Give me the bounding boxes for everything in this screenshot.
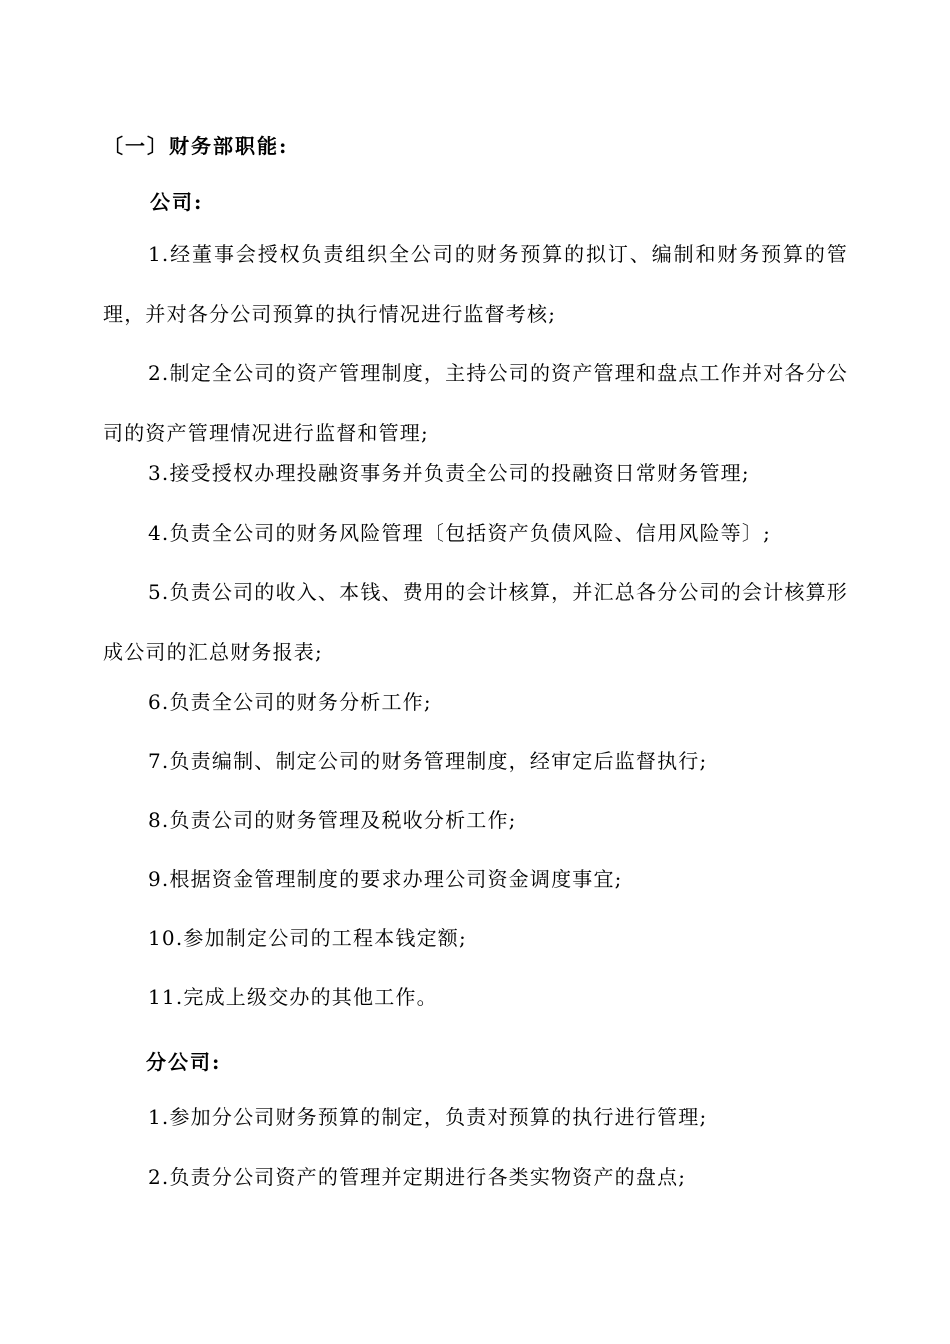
hq-item-10: 10.参加制定公司的工程本钱定额; [148, 926, 467, 950]
headquarters-label: 公司: [150, 190, 204, 214]
branch-item-1: 1.参加分公司财务预算的制定，负责对预算的执行进行管理; [148, 1105, 708, 1129]
hq-item-8: 8.负责公司的财务管理及税收分析工作; [148, 808, 517, 832]
hq-item-2: 2.制定全公司的资产管理制度，主持公司的资产管理和盘点工作并对各分公司的资产管理情况进行监督和管理; [103, 361, 848, 445]
hq-item-3: 3.接受授权办理投融资事务并负责全公司的投融资日常财务管理; [148, 461, 750, 485]
branch-item-2: 2.负责分公司资产的管理并定期进行各类实物资产的盘点; [148, 1165, 687, 1189]
section-title: 〔一〕财务部职能: [103, 134, 289, 158]
hq-item-4: 4.负责全公司的财务风险管理〔包括资产负债风险、信用风险等〕; [148, 521, 772, 545]
hq-item-6: 6.负责全公司的财务分析工作; [148, 690, 432, 714]
hq-item-7: 7.负责编制、制定公司的财务管理制度，经审定后监督执行; [148, 749, 708, 773]
branch-label: 分公司: [146, 1050, 222, 1074]
hq-item-9: 9.根据资金管理制度的要求办理公司资金调度事宜; [148, 867, 623, 891]
hq-item-11: 11.完成上级交办的其他工作。 [148, 985, 438, 1009]
hq-item-1: 1.经董事会授权负责组织全公司的财务预算的拟订、编制和财务预算的管理，并对各分公司预算的执行情况进行监督考核; [103, 242, 848, 326]
hq-item-5: 5.负责公司的收入、本钱、费用的会计核算，并汇总各分公司的会计核算形成公司的汇总财务报表; [103, 580, 848, 664]
